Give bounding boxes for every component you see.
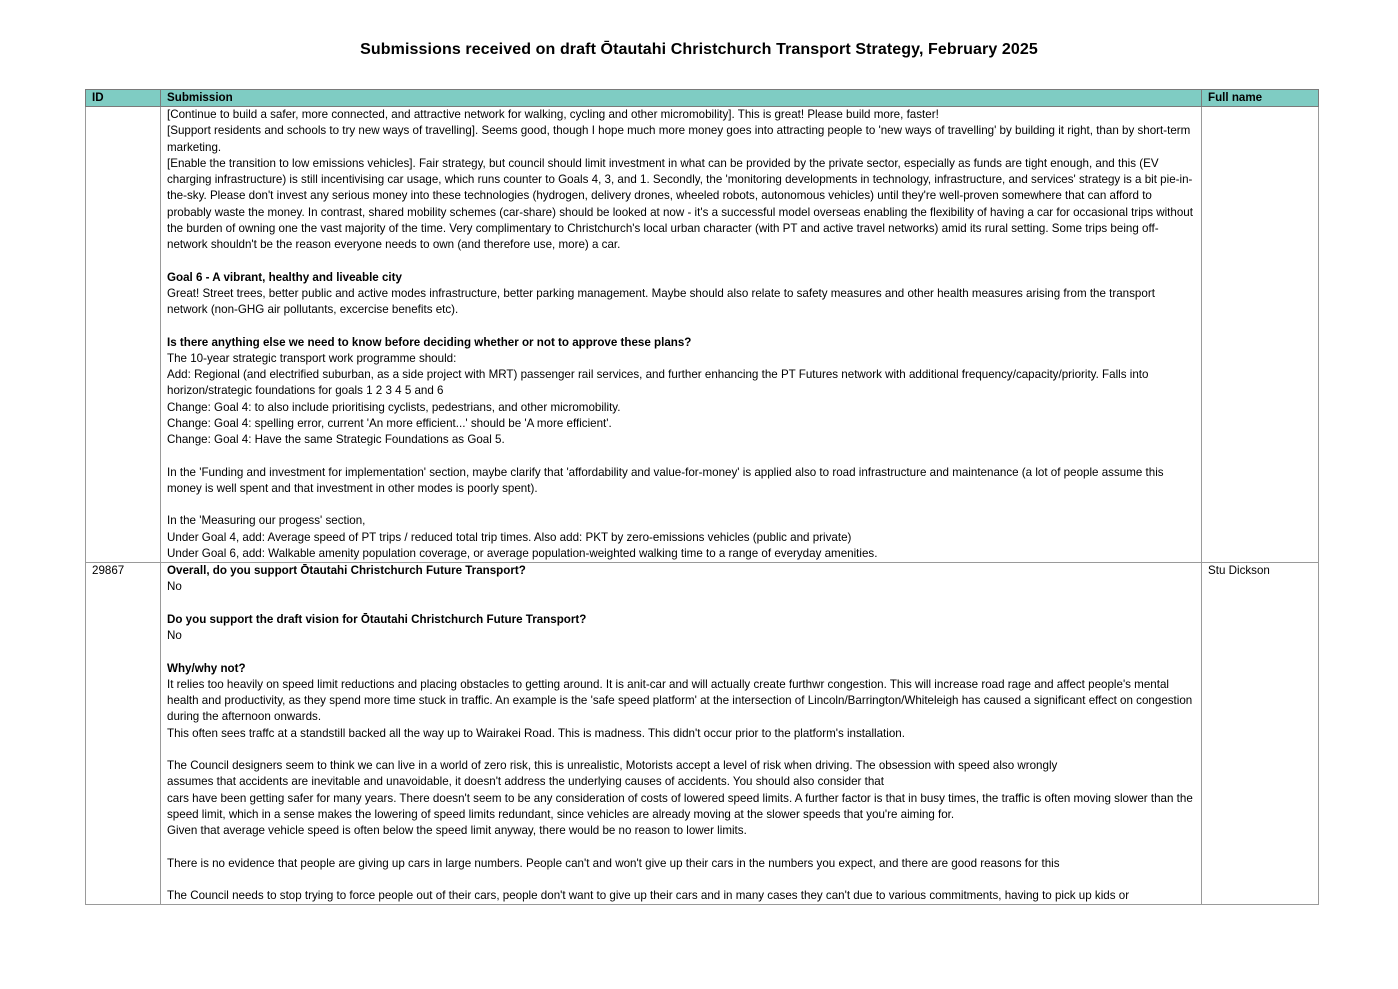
table-row	[86, 107, 1319, 563]
submission-text-line: Add: Regional (and electrified suburban, as a side project with MRT) passenger rail services, and further enhancing the PT Futures network with additional frequency/capacity/priority. Falls into horizon/strategic foundations for goals 1 2 3 4 5 and 6	[167, 368, 1149, 398]
question-heading: Why/why not?	[167, 661, 246, 675]
submission-text-line: In the 'Measuring our progess' section,	[167, 514, 366, 528]
blank-line	[167, 644, 1195, 660]
submission-text-line: This often sees traffc at a standstill backed all the way up to Wairakei Road. This is madness. This didn't occur prior to the platform's installation.	[167, 726, 905, 740]
question-heading: Do you support the draft vision for Ōtautahi Christchurch Future Transport?	[167, 612, 587, 626]
submission-text-line: Under Goal 6, add: Walkable amenity population coverage, or average population-weighted walking time to a range of everyday amenities.	[167, 546, 878, 560]
blank-line	[167, 318, 1195, 334]
submission-text-line: Change: Goal 4: Have the same Strategic Foundations as Goal 5.	[167, 433, 505, 446]
column-header-id: ID	[86, 90, 161, 107]
blank-line	[167, 742, 1195, 758]
blank-line	[167, 448, 1195, 464]
submission-text-line: It relies too heavily on speed limit reductions and placing obstacles to getting around. It is anit-car and will actually create furthwr congestion. This will increase road rage and affect people's mental health and productivity, as they spend more time stuck in traffic. An example is the 'safe speed platform' at the intersection of Lincoln/Barrington/Whiteleigh has caused a significant effect on congestion during the afternoon onwards.	[167, 677, 1193, 724]
table-row	[86, 563, 1319, 905]
submission-text-line: assumes that accidents are inevitable and unavoidable, it doesn't address the underlying causes of accidents. You should also consider that	[167, 775, 884, 789]
submission-text-line: Change: Goal 4: to also include prioritising cyclists, pedestrians, and other micromobility.	[167, 400, 621, 414]
id-cell: 29867	[86, 563, 161, 905]
submission-text-line: In the 'Funding and investment for implementation' section, maybe clarify that 'affordability and value-for-money' is applied also to road infrastructure and maintenance (a lot of people assume this money is well spent and that investment in other modes is poorly spent).	[167, 465, 1164, 495]
submission-text-line: Given that average vehicle speed is often below the speed limit anyway, there would be no reason to lower limits.	[167, 824, 747, 837]
submission-text-line: Change: Goal 4: spelling error, current 'An more efficient...' should be 'A more efficient'.	[167, 416, 612, 430]
submission-text-line: Under Goal 4, add: Average speed of PT trips / reduced total trip times. Also add: PKT by zero-emissions vehicles (public and private)	[167, 530, 852, 544]
question-heading: Overall, do you support Ōtautahi Christchurch Future Transport?	[167, 564, 526, 577]
submission-text-line: No	[167, 629, 182, 642]
submission-cell	[161, 563, 1202, 905]
page-title: Submissions received on draft Ōtautahi Christchurch Transport Strategy, February 2025	[360, 41, 1038, 58]
table-header-row	[86, 90, 1319, 107]
full-name-cell	[1202, 107, 1319, 563]
blank-line	[167, 253, 1195, 269]
submission-text-line: The Council designers seem to think we can live in a world of zero risk, this is unrealistic, Motorists accept a level of risk when driving. The obsession with speed also wrongly	[167, 759, 1058, 772]
submission-text-line: No	[167, 580, 182, 594]
submission-text-line: The 10-year strategic transport work programme should:	[167, 351, 457, 365]
submission-text-line: The Council needs to stop trying to force people out of their cars, people don't want to give up their cars and in many cases they can't due to various commitments, having to pick up kids or	[167, 889, 1130, 902]
blank-line	[167, 872, 1195, 888]
question-heading: Is there anything else we need to know before deciding whether or not to approve these plans?	[167, 335, 692, 349]
submissions-table	[85, 89, 1319, 905]
submission-text-line: Great! Street trees, better public and active modes infrastructure, better parking management. Maybe should also relate to safety measures and other health measures arising from the transport network (non-GHG air pollutants, excercise benefits etc).	[167, 286, 1155, 316]
submission-text-line: [Support residents and schools to try new ways of travelling]. Seems good, though I hope much more money goes into attracting people to 'new ways of travelling' by building it right, than by short-term marketing.	[167, 124, 1191, 154]
submission-text-line: cars have been getting safer for many years. There doesn't seem to be any consideration of costs of lowered speed limits. A further factor is that in busy times, the traffic is often moving slower than the speed limit, which in a sense makes the lowering of speed limits redundant, since vehicles are already moving at the slower speeds that you're aiming for.	[167, 791, 1193, 821]
submission-text-line: [Continue to build a safer, more connected, and attractive network for walking, cycling and other micromobility]. This is great! Please build more, faster!	[167, 108, 939, 121]
submission-text-line: There is no evidence that people are giving up cars in large numbers. People can't and won't give up their cars in the numbers you expect, and there are good reasons for this	[167, 856, 1060, 870]
blank-line	[167, 497, 1195, 513]
submission-text-line: [Enable the transition to low emissions vehicles]. Fair strategy, but council should limit investment in what can be provided by the private sector, especially as funds are tight enough, and this (EV charging infrastructure) is still incentivising car usage, which runs counter to Goals 4, 3, and 1. Secondly, the 'monitoring developments in technology, infrastructure, and services' strategy is a bit pie-in-the-sky. Please don't invest any serious money into these technologies (hydrogen, delivery drones, wheeled robots, autonomous vehicles) until they're well-proven somewhere that can afford to probably waste the money. In contrast, shared mobility schemes (car-share) should be looked at now - it's a successful model overseas enabling the flexibility of having a car for occasional trips without the burden of owning one the vast majority of the time. Very complimentary to Christchurch's local urban character (with PT and active travel networks) amid its rural setting. Some trips being off-network shouldn't be the reason everyone needs to own (and therefore use, more) a car.	[167, 156, 1193, 251]
column-header-full-name: Full name	[1202, 90, 1319, 107]
blank-line	[167, 839, 1195, 855]
question-heading: Goal 6 - A vibrant, healthy and liveable city	[167, 270, 402, 284]
column-header-submission: Submission	[161, 90, 1202, 107]
blank-line	[167, 596, 1195, 612]
full-name-cell: Stu Dickson	[1202, 563, 1319, 905]
id-cell	[86, 107, 161, 563]
submission-cell	[161, 107, 1202, 563]
